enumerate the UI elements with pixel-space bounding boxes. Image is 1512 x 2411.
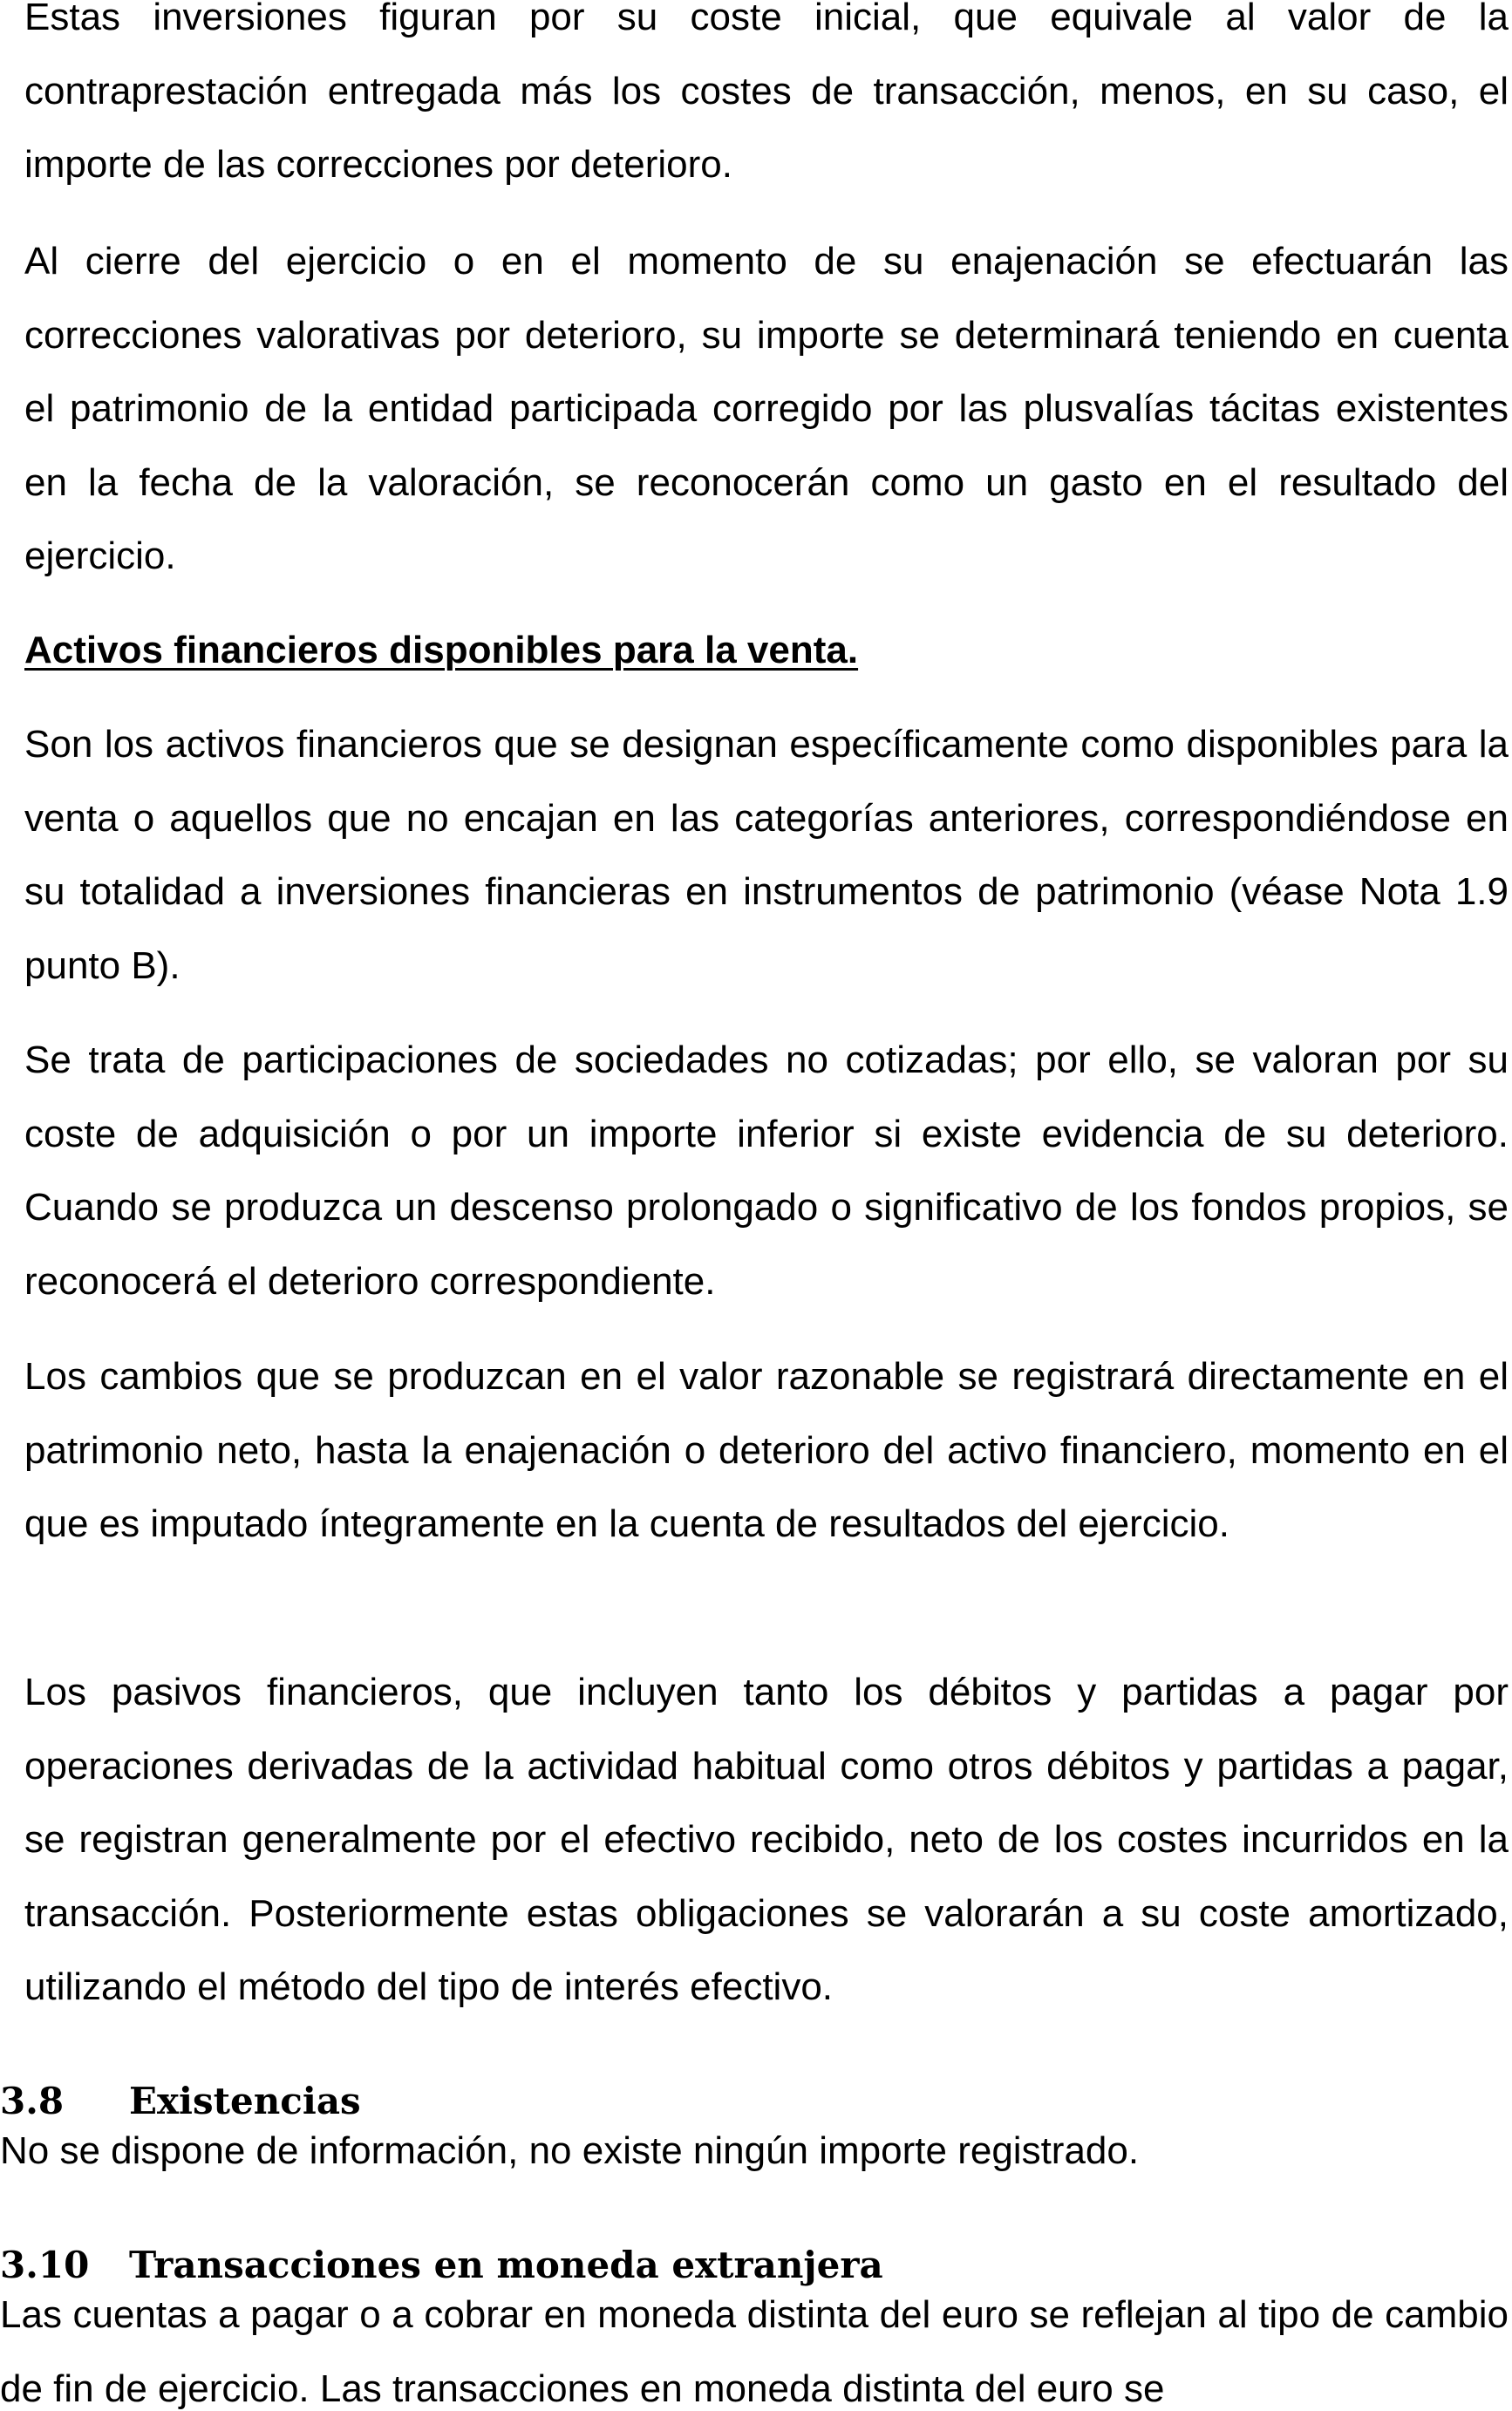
paragraph-correcciones-deterioro: Al cierre del ejercicio o en el momento de su enajenación se efectuarán las correcciones valorativas por deterioro, su importe se determinará teniendo en cuenta el patrimonio de la entidad participada corregido por las plusvalías tácitas existentes en la fecha de la valoración, se reconocerán como un gasto en el resultado del ejercicio.: [24, 240, 1509, 577]
subheading-activos-disponibles-venta: Activos financieros disponibles para la venta.: [24, 629, 859, 671]
paragraph-moneda-extranjera: Las cuentas a pagar o a cobrar en moneda distinta del euro se reflejan al tipo de cambio de fin de ejercicio. Las transacciones en moneda distinta del euro se: [0, 2293, 1509, 2410]
section-number: 3.10: [0, 2244, 90, 2286]
paragraph-existencias: No se dispone de información, no existe ningún importe registrado.: [0, 2129, 1140, 2172]
section-title: Transacciones en moneda extranjera: [129, 2244, 883, 2286]
section-title: Existencias: [129, 2080, 361, 2122]
paragraph-inversiones-coste: Estas inversiones figuran por su coste inicial, que equivale al valor de la contraprestación entregada más los costes de transacción, menos, en su caso, el importe de las correcciones por deterioro.: [24, 0, 1509, 186]
paragraph-participaciones-no-cotizadas: Se trata de participaciones de sociedades no cotizadas; por ello, se valoran por su coste de adquisición o por un importe inferior si existe evidencia de su deterioro. Cuando se produzca un descenso prolongado o significativo de los fondos propios, se reconocerá el deterioro correspondiente.: [24, 1039, 1509, 1303]
paragraph-cambios-valor-razonable: Los cambios que se produzcan en el valor razonable se registrará directamente en el patrimonio neto, hasta la enajenación o deterioro del activo financiero, momento en el que es imputado íntegramente en la cuenta de resultados del ejercicio.: [24, 1355, 1509, 1545]
paragraph-pasivos-financieros: Los pasivos financieros, que incluyen tanto los débitos y partidas a pagar por operaciones derivadas de la actividad habitual como otros débitos y partidas a pagar, se registran generalmente por el efectivo recibido, neto de los costes incurridos en la transacción. Posteriormente estas obligaciones se valorarán a su coste amortizado, utilizando el método del tipo de interés efectivo.: [24, 1671, 1509, 2008]
paragraph-activos-disponibles: Son los activos financieros que se designan específicamente como disponibles para la venta o aquellos que no encajan en las categorías anteriores, correspondiéndose en su totalidad a inversiones financieras en instrumentos de patrimonio (véase Nota 1.9 punto B).: [24, 723, 1509, 987]
section-number: 3.8: [0, 2080, 65, 2122]
